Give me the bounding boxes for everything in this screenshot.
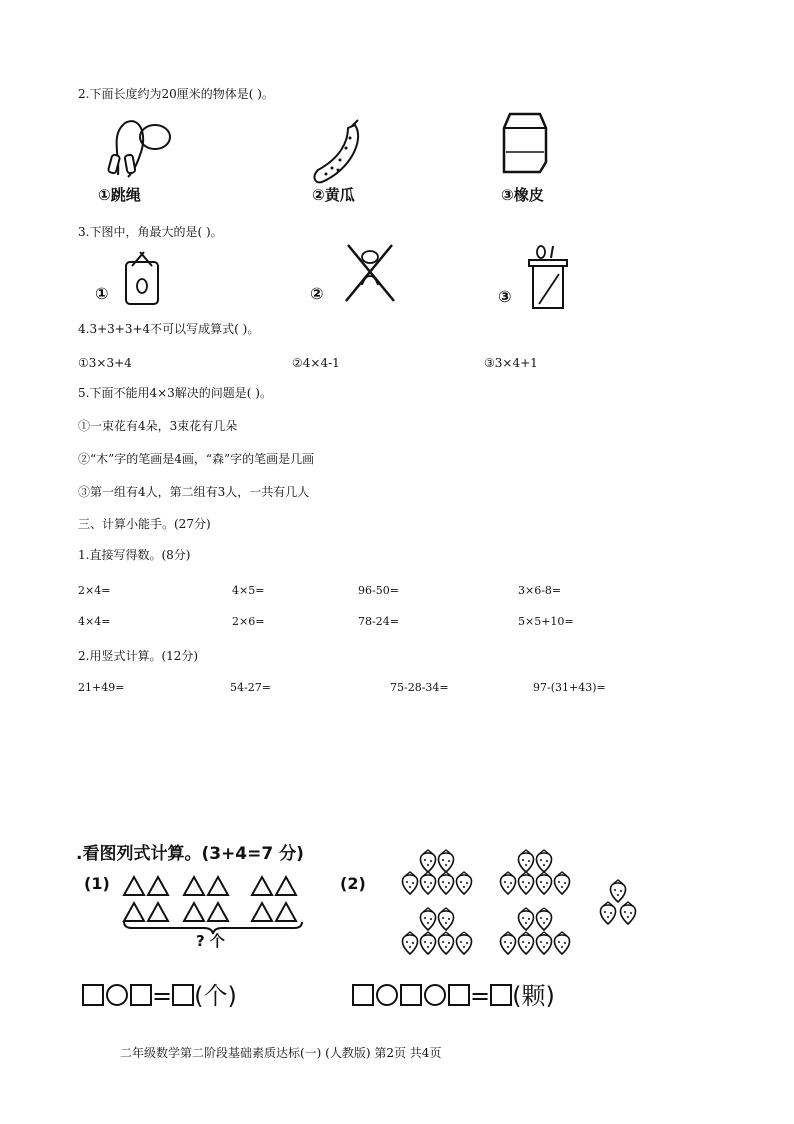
oral-1-1: 2×4= — [78, 584, 111, 597]
oral-2-2: 2×6= — [232, 615, 265, 628]
page-footer: 二年级数学第二阶段基础素质达标(一) (人教版) 第2页 共4页 — [120, 1046, 442, 1060]
q5-option-3: ③第一组有4人，第二组有3人，一共有几人 — [78, 485, 310, 499]
answer-blank-1[interactable]: = (个) — [82, 982, 237, 1010]
jump-rope-image — [100, 115, 190, 190]
angle-figure-2 — [340, 243, 400, 308]
vertical-3: 75-28-34= — [390, 681, 449, 694]
oral-2-3: 78-24= — [358, 615, 399, 628]
section3-sub2: 2.用竖式计算。(12分) — [78, 649, 199, 663]
q3-marker-3: ③ — [498, 287, 512, 306]
blank-box[interactable] — [82, 984, 104, 1006]
q5-option-1: ①一束花有4朵，3束花有几朵 — [78, 419, 238, 433]
blank-box[interactable] — [172, 984, 194, 1006]
vertical-1: 21+49= — [78, 681, 125, 694]
blank-box[interactable] — [400, 984, 422, 1006]
part1-label: (1) — [84, 874, 110, 893]
eraser-image — [496, 110, 556, 180]
vertical-4: 97-(31+43)= — [533, 681, 606, 694]
q2-option-2: ②黄瓜 — [312, 186, 355, 204]
oral-1-4: 3×6-8= — [518, 584, 562, 597]
q3-marker-2: ② — [310, 284, 324, 303]
oral-1-2: 4×5= — [232, 584, 265, 597]
angle-figure-1 — [120, 250, 170, 308]
section3-sub1: 1.直接写得数。(8分) — [78, 548, 191, 562]
q3-marker-1: ① — [95, 284, 109, 303]
oral-1-3: 96-50= — [358, 584, 399, 597]
section3-title: 三、计算小能手。(27分) — [78, 517, 211, 531]
blank-box[interactable] — [490, 984, 512, 1006]
q4-option-1: ①3×3+4 — [78, 356, 132, 370]
q4-option-3: ③3×4+1 — [484, 356, 538, 370]
q5-option-2: ②“木”字的笔画是4画，“森”字的笔画是几画 — [78, 452, 315, 466]
q2-stem: 2.下面长度约为20厘米的物体是( )。 — [78, 87, 274, 101]
part2-label: (2) — [340, 874, 366, 893]
q3-stem: 3.下图中，角最大的是( )。 — [78, 225, 223, 239]
unit-label-1: (个) — [194, 982, 237, 1010]
unit-label-2: (颗) — [512, 982, 555, 1010]
q4-stem: 4.3+3+3+4不可以写成算式( )。 — [78, 322, 260, 336]
q2-option-3: ③橡皮 — [501, 186, 544, 204]
cucumber-image — [310, 120, 370, 190]
q4-option-2: ②4×4-1 — [292, 356, 340, 370]
blank-box[interactable] — [352, 984, 374, 1006]
q5-stem: 5.下面不能用4×3解决的问题是( )。 — [78, 386, 272, 400]
blank-box[interactable] — [448, 984, 470, 1006]
operator-circle[interactable] — [376, 984, 398, 1006]
picture-question-title: .看图列式计算。(3+4=7 分) — [76, 844, 304, 864]
operator-circle[interactable] — [106, 984, 128, 1006]
answer-blank-2[interactable]: = (颗) — [352, 982, 555, 1010]
oral-2-4: 5×5+10= — [518, 615, 574, 628]
q2-option-1: ①跳绳 — [98, 186, 141, 204]
strawberries-group — [396, 846, 656, 966]
brace-label: ? 个 — [196, 932, 225, 950]
vertical-2: 54-27= — [230, 681, 271, 694]
blank-box[interactable] — [130, 984, 152, 1006]
operator-circle[interactable] — [424, 984, 446, 1006]
angle-figure-3 — [525, 244, 575, 312]
oral-2-1: 4×4= — [78, 615, 111, 628]
